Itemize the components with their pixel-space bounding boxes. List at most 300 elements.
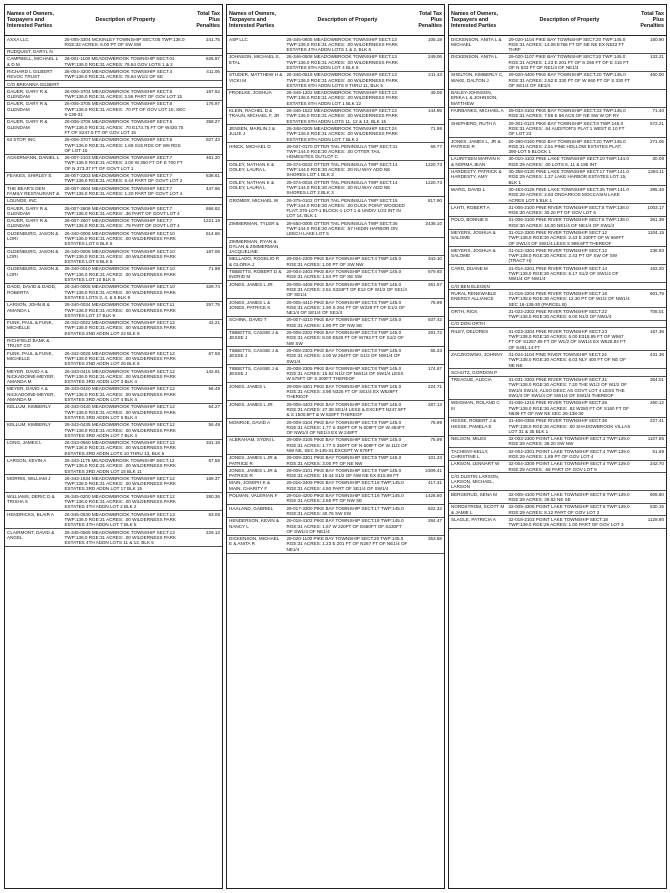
listing-row	[449, 283, 666, 290]
property-description: 26-346-0516 MEADOWBROOK TOWNSHIP SECT.13 TWP:136.0 RGE:31 ACRES: .00 WILDERNESS PARK ESTATES 6TH ADDN LOTS 9 THRU 11, BLK 5	[286, 72, 398, 88]
property-description: 29-008-2305 PIKE BAY TOWNSHIP SECT.8 TWP:145.0 RGE:31 ACRES: 15.62 N1/2 OF NW1/4 OF SW1/4 LESS W 575FT OF S 300FT THEREOF	[286, 365, 404, 382]
total-tax: 1129.90	[647, 516, 664, 522]
total-tax: 56.49	[208, 422, 220, 428]
property-description: 26-342-0022 MEADOWBROOK TOWNSHIP SECT.12 TWP:136.0 RGE:31 ACRES: .00 WILDERNESS PARK ESTATES 2ND ADDN LOT 22 BLK 8	[64, 320, 176, 336]
listing-row	[5, 185, 222, 198]
total-tax: 447.66	[205, 185, 220, 191]
owner-name: CARD, DUANE M	[451, 265, 488, 271]
owner-header: Names of Owners, Taxpayers and Interested Parties	[451, 10, 499, 30]
property-description: 26-342-0026 MEADOWBROOK TOWNSHIP SECT.12 TWP:136.0 RGE:31 ACRES: .00 WILDERNESS PARK ESTATES 2ND ADDN LOT 26 BLK 8	[64, 350, 176, 367]
total-tax: 187.08	[205, 248, 220, 254]
listing-row	[227, 347, 444, 365]
listing-row	[5, 119, 222, 137]
listing-row	[449, 351, 666, 369]
property-description: 26-343-0560 MEADOWBROOK TOWNSHIP SECT.12 TWP:136.0 RGE:31 ACRES: .00 WILDERNESS PARK ESTATES 3RD ADDN LOTS 10 THRU 13, BLK 5	[64, 440, 176, 456]
total-tax: 67.55	[208, 457, 220, 463]
owner-name: FUNK, PAUL & FUNK, MICHELLE	[7, 350, 53, 361]
owner-name: MEYER, DAVID A & NICKADOINE-MEYER, AMANDA M	[7, 368, 55, 385]
listing-row	[227, 179, 444, 197]
owner-name: ACKERMANN, DANIEL L	[7, 155, 60, 161]
listing-row	[227, 493, 444, 506]
property-description: 32-004-3309 POINT LAKE TOWNSHIP SECT.4 TWP:139.0 RGE:29 ACRES: .69 PART OF GOV LOT 9	[508, 461, 630, 472]
owner-name: LARSON, LENNART W	[451, 461, 500, 467]
property-description: 29-374-0034 OTTER TAIL PENINSULA TWP SECT.14 TWP:144.0 RGE:30 ACRES: .00 NU WAY ADD NE SHORES LOT 2 BLK 3	[286, 179, 398, 196]
listing-row	[449, 436, 666, 449]
owner-name: OOLEY, NATHAN K & OOLEY, LAURA L	[229, 161, 275, 173]
owner-name: WARG, DAVID L	[451, 186, 486, 192]
property-description: 26-006-3705 MEADOWBROOK TOWNSHIP SECT.6 TWP:136.0 RGE:31 ACRES: .70 PT OF GOV LOT 15, SEC 6-136-31	[64, 101, 186, 118]
listing-row	[5, 198, 222, 205]
listing-row	[449, 120, 666, 138]
description-header: Description of Property	[539, 16, 600, 23]
total-tax: 1003.17	[647, 204, 664, 210]
total-tax: 238.93	[649, 247, 664, 253]
listing-row	[5, 386, 222, 404]
property-description: 26-346-1202 MEADOWBROOK TOWNSHIP SECT.13 TWP:136.0 RGE:31 ACRES: .00 WILDERNESS PARK ESTATES 6TH ADDN LOT 1 BLK 12	[286, 90, 398, 106]
owner-name: THE BEAR'S DEN FAMILY RESTAURANT &	[7, 185, 60, 196]
total-tax: 176.97	[205, 101, 220, 107]
total-tax: 364.01	[649, 377, 664, 383]
owner-name: DAUER, GARY R & GLENDAM	[7, 205, 48, 216]
listing-row	[449, 138, 666, 156]
owner-name: SHELTON, KIMBERLY C, WAKE, DALTON J	[451, 72, 504, 83]
listing-row	[5, 368, 222, 386]
total-tax: 280.36	[205, 493, 220, 499]
owner-name: STUDER, MATTHEW H & VICKI M	[229, 72, 283, 83]
property-description	[506, 369, 632, 375]
property-description: 26-345-0530 MEADOWBROOK TOWNSHIP SECT.13 TWP:136.0 RGE:31 ACRES: .00 WILDERNESS PARK ESTATES 4TH ADDN LOT 7 BLK 5	[64, 511, 176, 528]
property-description: 29-009-3105 PIKE BAY TOWNSHIP SECT.9 TWP:145.0 RGE:31 ACRES: 1.77 S 350FT OF N 509FT OF W 11/2 OF NW NE, SEC 9-145-31 EXCEPT W 679FT	[286, 437, 408, 453]
tax-header: Total Tax Plus Penalties	[196, 10, 220, 30]
total-tax: 329.74	[205, 284, 220, 290]
listing-row	[449, 90, 666, 108]
total-tax: 271.06	[649, 138, 664, 144]
owner-name: C/O BREANNA GILBERT	[7, 81, 60, 87]
listing-row	[227, 161, 444, 179]
total-tax: 656.62	[205, 205, 220, 211]
listing-row	[5, 88, 222, 101]
total-tax: 417.31	[427, 480, 442, 486]
property-description: 31-014-2201 PINE RIVER TOWNSHIP SECT.14 TWP:138.0 RGE:30 ACRES: 5.17 S1/2 OF SW1/4 OF NW1/4 OF NW1/4	[508, 265, 619, 282]
owner-name: OLDENBURG, JASON & LORI	[7, 230, 59, 241]
owner-name: C/O BEN ELEGEN	[451, 283, 490, 289]
owner-name: HENDRICKS, BLAIR A	[7, 511, 54, 517]
total-tax: 75.99	[430, 437, 442, 443]
owner-name: JONES, JAMES L JR & PATRICE R	[229, 467, 278, 479]
listing-row	[5, 511, 222, 529]
property-description: 26-345-0605 MEADOWBROOK TOWNSHIP SECT.13 TWP:136.0 RGE:31 ACRES: .00 WILDERNESS PARK ESTATES 4TH ADDN LOTS 1 & 2, BLK 6	[286, 36, 398, 53]
total-tax: 579.93	[427, 269, 442, 275]
owner-name: MEYERS, JOSHUA & SALOME	[451, 247, 496, 259]
owner-name: OOLEY, NATHAN K & OOLEY, LAURA L	[229, 179, 275, 190]
listing-row	[449, 217, 666, 230]
listing-row	[449, 418, 666, 436]
total-tax: 197.62	[205, 88, 220, 94]
property-description: 29-009-3301 PIKE BAY TOWNSHIP SECT.9 TWP:145.0 RGE:31 ACRES: 3.00 PT OF NE NW	[286, 455, 402, 466]
listing-row	[5, 81, 222, 88]
listing-row	[227, 330, 444, 348]
owner-name: WILLIAMS, DERIC D & TRISHA S	[7, 493, 55, 505]
listing-row	[5, 457, 222, 475]
property-description: 29-020-4400 PIKE BAY TOWNSHIP SECT.20 TWP:145.0 RGE:31 ACRES: 2.52 E 330 FT OF W 660 FT OF S 330 FT OF SE1/4 OF SE1/4	[508, 72, 631, 88]
total-tax: 395.48	[649, 186, 664, 192]
owner-name: KELLUM, KIMBERLY	[7, 422, 51, 428]
owner-name: MEYERS, JOSHUA & SALOME	[451, 230, 496, 241]
owner-name: GROMER, MICHAEL W	[229, 197, 279, 203]
listing-row	[5, 529, 222, 547]
owner-header: Names of Owners, Taxpayers and Interested Parties	[229, 10, 277, 30]
listing-row	[449, 230, 666, 248]
listing-row	[5, 173, 222, 186]
property-description: 29-020-1100 PIKE BAY TOWNSHIP SECT.20 TWP:145.0 RGE:31 ACRES: 1.23 E 201 FT OF N267 FT OF NE1/4 OF NE1/4	[286, 536, 408, 552]
listing-row	[5, 248, 222, 266]
property-description: 26-343-1534 MEADOWBROOK TOWNSHIP SECT.12 TWP:136.0 RGE:31 ACRES: .00 WILDERNESS PARK ESTATES 3RD ADDN LOT 17 BLK 15	[64, 475, 176, 492]
listing-row	[5, 302, 222, 320]
property-description: 26-004-4200 MEADOWBROOK TOWNSHIP SECT.4 TWP:136.0 RGE:31 ACRES: 78.64 W1/2 OF SE	[64, 68, 173, 80]
total-tax: 30.09	[652, 156, 664, 162]
total-tax: 242.70	[649, 461, 664, 467]
listing-row	[449, 169, 666, 187]
total-tax	[632, 369, 666, 375]
listing-row	[227, 54, 444, 72]
total-tax: 2309.41	[425, 467, 442, 473]
column-header	[5, 5, 222, 36]
owner-name: ZIMMERMAN, RYAN & DYLAN & ZIMMERMAN, JACQUELINE	[229, 238, 280, 255]
owner-name: RURAL RENEWABLE ENERGY ALLIANCE	[451, 290, 497, 302]
total-tax: 1104.15	[647, 230, 664, 235]
property-description: 26-343-0420 MEADOWBROOK TOWNSHIP SECT.12 TWP:136.0 RGE:31 ACRES: .00 WILDERNESS PARK ESTATES 3RD ADDN LOT 4 BLK 4	[64, 386, 176, 403]
owner-name: OLDENBURG, JASON & LORI	[7, 248, 59, 259]
column-header	[227, 5, 444, 36]
listing-row	[5, 205, 222, 218]
listing-row	[5, 404, 222, 422]
owner-name: JENSEN, MARLIN J & JULIE J	[229, 125, 275, 137]
listing-row	[227, 90, 444, 108]
listing-row	[227, 317, 444, 330]
property-description: 26-006-3707 MEADOWBROOK TOWNSHIP SECT.6 TWP:136.0 RGE:31 ACRES: 1.69 S15 RDS OF W8 RDS OF LOT 15	[64, 137, 181, 153]
property-description: 29-018-4102 PIKE BAY TOWNSHIP SECT.18 TWP:145.0 RGE:31 ACRES: 1.67 W 220FT OF E660FT OF S330FT OF SW1/4 OF NE1/4	[286, 518, 404, 534]
total-tax: 55.33	[430, 347, 442, 353]
owner-name: MAIN, JOSEPH K & MAIN, CHARITY F	[229, 480, 271, 491]
total-tax: 227.41	[649, 418, 664, 424]
listing-row	[5, 422, 222, 440]
listing-row	[449, 400, 666, 418]
total-tax: 54.27	[208, 404, 220, 410]
owner-name: POLO, BONNIE E	[451, 217, 489, 223]
property-description: 31-024-1104 PINE RIVER TOWNSHIP SECT.24 TWP:138.0 RGE:30 ACRES: 6.03 NLY 400 FT OF NE OF NE NE	[508, 351, 626, 368]
property-description: 31-406-0355 PINE RIVER TOWNSHIP SECT.36 TWP:138.0 RGE:30 ACRES: .00 SHADOWBROOK VILLAS LOT 31 & 35 BLK 1	[508, 418, 631, 434]
listing-row	[227, 455, 444, 468]
total-tax: 817.90	[427, 197, 442, 203]
property-description: 29-008-4301 PIKE BAY TOWNSHIP SECT.8 TWP:145.0 RGE:31 ACRES: 3.98 N325 FT OF SE1/4 EX W528FT THEREOF	[286, 383, 402, 400]
property-description: 26-006-3706 MEADOWBROOK TOWNSHIP SECT.6 TWP:136.0 RGE:31 ACRES: .70 E173.75 FT OF W430.75 FT OF S247.5 FT OF GOV LOT 15	[64, 119, 184, 135]
owner-name: LAURITSEN MARVIN K & NORMA JEAN	[451, 156, 501, 167]
property-description: 26-340-0005 MEADOWBROOK TOWNSHIP SECT.10 TWP:136.0 RGE:31 ACRES: .00 WILDERNESS PARK ESTATES LOTS 3, 4, & 5 BLK 9	[64, 284, 176, 300]
listing-row	[449, 491, 666, 504]
property-description	[284, 238, 410, 255]
total-tax: 133.21	[649, 54, 664, 60]
owner-name: TIBBETTS, CASSIE J & JESSE J	[229, 347, 279, 359]
total-tax: 67.55	[208, 350, 220, 356]
property-description: 26-343-1175 MEADOWBROOK TOWNSHIP SECT.12 TWP:136.0 RGE:31 ACRES: .00 WILDERNESS PARK ESTATES 3RD ADDN LOT 15 BLK 11	[64, 457, 176, 474]
total-tax: 224.71	[427, 383, 442, 389]
property-description: 29-033-3102 PIKE BAY TOWNSHIP SECT.33 TWP:145.0 RGE:31 ACRES: 7.88 E 66 ACS OF NE SW W OF RY	[508, 108, 626, 119]
total-tax: 937.42	[427, 317, 442, 323]
total-tax: 51.69	[652, 448, 664, 454]
property-description: 29-016-3409 PIKE BAY TOWNSHIP SECT.16 TWP:145.0 RGE:31 ACRES: 4.50 PART OF SE1/4 OF SW1/4	[286, 480, 404, 491]
listing-column-2	[226, 4, 445, 889]
listing-row	[5, 440, 222, 458]
listing-row	[5, 230, 222, 248]
total-tax: 431.38	[649, 351, 664, 357]
property-description: 26-007-2604 MEADOWBROOK TOWNSHIP SECT.7 TWP:136.0 RGE:31 ACRES: 1.20 PART OF GOVT LOT 4	[64, 185, 183, 196]
total-tax: 101.23	[427, 455, 442, 461]
total-tax	[188, 49, 222, 55]
owner-name: TIBBETTS, CASSIE J & JESSE J	[229, 365, 279, 377]
owner-name: LARSON, KEVIN A	[7, 457, 47, 463]
owner-name: JONES, JAMES L JR	[229, 281, 273, 287]
property-description: 31-022-2302 PINE RIVER TOWNSHIP SECT.22 TWP:138.0 RGE:30 ACRES: 6.00 N1/2 OF NW1/4	[508, 308, 612, 320]
owner-name: 64 STOP, INC	[7, 137, 36, 143]
property-description: 29-005-4410 PIKE BAY TOWNSHIP SECT.5 TWP:145.0 RGE:31 ACRES: 1.90 S 264 FT OF W228 FT OF E1/2 OF NE1/4 OF SE1/4 OF SE1/4	[286, 299, 406, 316]
owner-name: HAALAND, GABRIEL	[229, 505, 274, 511]
owner-name: JONES, JAMES L JR & PATRICE R	[229, 455, 278, 466]
owner-name: MONROE, DAVID A	[229, 419, 271, 425]
listing-row	[227, 437, 444, 455]
total-tax: 69.77	[430, 143, 442, 149]
owner-name: TACHENY-KELLY, CHRISTINE L	[451, 448, 489, 459]
total-tax: 1107.85	[647, 436, 664, 442]
listing-row	[5, 493, 222, 511]
total-tax: 49.06	[430, 90, 442, 96]
listing-row	[227, 269, 444, 282]
property-description: 26-343-0415 MEADOWBROOK TOWNSHIP SECT.12 TWP:136.0 RGE:31 ACRES: .00 WILDERNESS PARK ESTATES 3RD ADDN LOT 3 BLK 4	[64, 368, 176, 385]
owner-name: OLDENBURG, JASON & LORI	[7, 266, 59, 277]
total-tax: 2438.10	[425, 220, 442, 226]
property-description	[506, 283, 632, 289]
property-description: 26-343-0435 MEADOWBROOK TOWNSHIP SECT.12 TWP:136.0 RGE:31 ACRES: .00 WILDERNESS PARK ESTATES 3RD ADDN LOT 7 BLK 4	[64, 422, 176, 438]
property-description: 31-023-3304 PINE RIVER TOWNSHIP SECT.23 TWP:138.0 RGE:30 ACRES: 5.00 E315.95 FT OF W567 FT OF S1257.89 FT OF W1/2 OF SW1/4 EX W628.84 FT OF S491.14 FT	[508, 328, 626, 350]
property-description: 29-390-0150 PIKE BAY TOWNSHIP SECT.20 TWP:145.0 RGE:31 ACRES: 2.51 PINE HOLLOW ESTATES PLAT: 390-LOT 5 BLOCK 1	[508, 138, 626, 155]
property-description: 26-348-0205 MEADOWBROOK TOWNSHIP SECT.24 TWP:136.0 RGE:31 ACRES: .00 WILDERNESS PARK ESTATES 8TH ADDN LOT 7 BLK 2	[286, 125, 398, 142]
total-tax	[188, 338, 222, 350]
listing-row	[227, 281, 444, 299]
listing-row	[449, 36, 666, 54]
total-tax	[632, 473, 666, 490]
listing-row	[449, 290, 666, 308]
owner-name: TIBBETTS, ROBERT D & INGRID M	[229, 269, 282, 280]
total-tax	[188, 198, 222, 204]
listing-row	[449, 265, 666, 283]
total-tax: 358.27	[205, 119, 220, 125]
owner-name: ORTH, RICK	[451, 308, 478, 314]
listing-column-3	[448, 4, 667, 889]
property-description: 29-008-2303 PIKE BAY TOWNSHIP SECT.8 TWP:145.0 RGE:31 ACRES: 4.00 W 264FT OF S1/2 OF NW1/4 OF SW1/4	[286, 347, 402, 364]
owner-name: JONES, JAMES L, JR & PATRICE R	[451, 138, 501, 149]
property-description: 29-550-0005 OTTER TAIL PENINSULA TWP SECT.36 TWP:144.0 RGE:30 ACRES: .57 HEDIN HARBOR ON LEECH LAKE LOT 5	[286, 220, 398, 237]
owner-name: DAUER, GARY R & GLENDAM	[7, 101, 48, 112]
total-tax: 144.95	[427, 108, 442, 114]
owner-name: MEYER, DAVID A & NICKADOINE-MEYER, AMANDA M	[7, 386, 55, 403]
total-tax: 530.15	[649, 504, 664, 510]
listing-row	[227, 197, 444, 220]
listing-row	[449, 369, 666, 376]
total-tax: 927.43	[205, 137, 220, 143]
owner-name: FUNK, PAUL & FUNK, MICHELLE	[7, 320, 53, 331]
owner-name: RICHARD L GILBERT REVOC TRUST	[7, 68, 53, 80]
total-tax: 75.99	[430, 419, 442, 425]
total-tax: 1426.50	[425, 493, 442, 499]
listing-row	[449, 72, 666, 90]
owner-name: NELSON, MILES	[451, 436, 487, 442]
total-tax: 174.67	[427, 365, 442, 371]
listing-row	[449, 461, 666, 474]
owner-name: HENDERSON, KEVIN & NANCY L	[229, 518, 280, 529]
property-description: 32-004-2301 POINT LAKE TOWNSHIP SECT.4 TWP:139.0 RGE:29 ACRES: 1.89 PT OF GOV LOT 4	[508, 448, 630, 459]
owner-name: KLEIN, RACHEL D & TRAUN, MICHAEL F, JR	[229, 108, 280, 119]
total-tax: 343.10	[427, 256, 442, 262]
property-description: 29-008-2302 PIKE BAY TOWNSHIP SECT.8 TWP:145.0 RGE:31 ACRES: 8.00 E528 FT OF W792 FT OF S1/2 OF NW SW	[286, 330, 404, 346]
property-description: 31-012-3301 PINE RIVER TOWNSHIP SECT.12 TWP:138.0 RGE:30 ACRES: 2.43 PT OF SW OF SW (TRACT H)	[508, 247, 618, 264]
listing-row	[449, 54, 666, 72]
total-tax	[188, 81, 222, 87]
total-tax: 297.75	[205, 302, 220, 308]
property-description: 26-345-0200 MEADOWBROOK TOWNSHIP SECT.12 TWP:136.0 RGE:31 ACRES: .00 WILDERNESS PARK ESTATES 4TH ADDN LOT 2 BLK 2	[64, 493, 176, 510]
listing-row	[227, 299, 444, 317]
total-tax: 1220.73	[425, 179, 442, 185]
property-description: 30-358-0130 PINE LAKE TOWNSHIP SECT.17 TWP:141.0 RGE:29 ACRES: 1.37 LAKE HARBOR ESTATES LOT 15, BLK 1	[508, 169, 629, 185]
owner-name: JONES, JAMES L JR	[229, 401, 273, 407]
property-description: 26-345-0565 MEADOWBROOK TOWNSHIP SECT.13 TWP:136.0 RGE:31 ACRES: .00 WILDERNESS PARK ESTATES 4TH ADDN LOTS 11 & 12, BLK 5	[64, 529, 176, 546]
total-tax: 1221.19	[203, 218, 220, 224]
owner-name: ALBRAHAM, SYDNI L	[229, 437, 275, 443]
owner-name: MELLADO, ROGELIO R & GLORIA J	[229, 256, 280, 267]
property-description: 26-343-0430 MEADOWBROOK TOWNSHIP SECT.12 TWP:136.0 RGE:31 ACRES: .00 WILDERNESS PARK ESTATES 3RD ADDN LOT 6 BLK 4	[64, 404, 176, 420]
property-description: 30-010-4102 PINE LAKE TOWNSHIP SECT.10 TWP:144.0 RGE:29 ACRES: .00 LOTS 6, 11 & 195 INT	[508, 156, 629, 167]
tax-header: Total Tax Plus Penalties	[418, 10, 442, 30]
listing-row	[449, 516, 666, 529]
listing-row	[449, 504, 666, 517]
property-description: 29-004-2309 PIKE BAY TOWNSHIP SECT.4 TWP:145.0 RGE:31 ACRES: 1.00 PT OF SW NW	[286, 256, 402, 267]
property-description: 26-340-0006 MEADOWBROOK TOWNSHIP SECT.10 TWP:136.0 RGE:31 ACRES: .00 WILDERNESS PARK ESTATES LOT 6 BLK 5	[64, 230, 176, 247]
owner-name: C/O DON ORTH	[451, 321, 485, 327]
property-description: 31-016-2204 PINE RIVER TOWNSHIP SECT.16 TWP:138.0 RGE:30 ACRES: 12.30 PT OF W1/2 OF NW1/4 SEC 16-138-30 (PARCEL B)	[508, 290, 630, 307]
property-description: 29-005-4408 PIKE BAY TOWNSHIP SECT.5 TWP:145.0 RGE:31 ACRES: 2.51 S334FT OF E12 OF W1/2 OF SE1/4 OF SE1/4	[286, 281, 407, 298]
property-description: 26-007-2203 MEADOWBROOK TOWNSHIP SECT.7 TWP:136.0 RGE:31 ACRES: 5.44 PART OF GOVT LOT 2	[64, 173, 183, 184]
listing-row	[5, 218, 222, 231]
owner-name: C/O DUSTIN LARSON, LARSON, MICHAEL, LARSON	[451, 473, 499, 490]
listing-row	[449, 308, 666, 321]
owner-name: WEIGMAN, ROLAND C III	[451, 400, 500, 411]
total-tax: 331.19	[205, 440, 220, 446]
listing-row	[5, 266, 222, 284]
property-description	[506, 90, 632, 107]
property-description: 32-003-2300 POINT LAKE TOWNSHIP SECT.3 TWP:139.0 RGE:29 ACRES: 39.20 SW NW	[508, 436, 630, 447]
owner-name: DAUER, GARY R & GLENDAM	[7, 218, 48, 229]
property-description: 32-018-2103 POINT LAKE TOWNSHIP SECT.18 TWP:139.0 RGE:29 ACRES: 1.00 PART OF GOV LOT 3	[508, 516, 624, 528]
listing-row	[227, 467, 444, 480]
owner-name: DICKENSON, ANITA L	[451, 54, 498, 60]
property-description	[62, 338, 188, 350]
owner-name: DAUER, GARY R & GLENDAM	[7, 119, 48, 130]
property-description: 26-346-1522 MEADOWBROOK TOWNSHIP SECT.13 TWP:136.0 RGE:31 ACRES: .00 WILDERNESS PARK ESTATES 6TH ADDN LOTS 11, 12 & 13, BLK 15	[286, 108, 398, 124]
listing-row	[227, 256, 444, 269]
owner-name: ZACZKOWSKI, JOHNNY	[451, 351, 503, 357]
property-description: 25-005-3304 MCKINLEY TOWNSHIP SECT.05 TWP:136.0 RGE:32 ACRES: 6.00 PT OF SW SW	[64, 36, 185, 47]
owner-name: HARDESTY, PATRICK & HARDESTY, AMY	[451, 169, 502, 180]
listing-row	[5, 56, 222, 69]
owner-name: AXXA LLC	[7, 36, 29, 42]
owner-name: SLAGLE, PATRICIA A	[451, 516, 496, 522]
total-tax: 514.66	[205, 230, 220, 236]
listing-row	[5, 49, 222, 56]
total-tax: 229.13	[205, 529, 220, 535]
listing-row	[449, 186, 666, 204]
total-tax: 43.21	[208, 320, 220, 326]
column-header	[449, 5, 666, 36]
total-tax: 249.06	[427, 54, 442, 60]
total-tax: 56.49	[208, 386, 220, 392]
owner-name: DICKENSON, MICHAEL E & ANITA R	[229, 536, 280, 547]
owner-name: JONES, JAMES L	[229, 383, 267, 389]
property-description	[62, 81, 188, 87]
listing-row	[227, 72, 444, 90]
description-header: Description of Property	[95, 16, 156, 23]
property-description: 29-020-1107 PIKE BAY TOWNSHIP SECT.20 TWP:145.0 RGE:31 ACRES: 1.23 E 201 FT OF S 266 FT OF E 416 FT OF N 533 FT OF NE1/4 OF NE1/4	[508, 54, 629, 70]
listing-row	[5, 475, 222, 493]
property-description: 26-340-0010 MEADOWBROOK TOWNSHIP SECT.10 TWP:136.0 RGE:31 ACRES: .00 WILDERNESS PARK ESTATES LOT 10 BLK 5	[64, 266, 176, 283]
total-tax: 626.97	[205, 56, 220, 62]
owner-name: FROELKE, JOSHUA	[229, 90, 272, 96]
property-description: 30-453-0125 PINE LAKE TOWNSHIP SECT.35 TWP:141.0 RGE:29 ACRES: 2.93 ONDARKOS MOCCASIN LAKE ACRES LOT 5 BLK 1	[508, 186, 629, 203]
total-tax: 167.38	[649, 328, 664, 334]
total-tax: 353.68	[427, 536, 442, 542]
property-description: 29-007-4310 PIKE BAY TOWNSHIP SECT.7 TWP:145.0 RGE:31 ACRES: 1.90 PT OF NW SE	[286, 317, 402, 328]
owner-name: LOUNGE, INC	[7, 198, 37, 204]
property-description: 31-036-1215 PINE RIVER TOWNSHIP SECT.36 TWP:138.0 RGE:30 ACRES: .92 W250 FT OF S160 FT OF N636 FT OF NW NE SEC 36-138-30	[508, 400, 630, 416]
owner-name: JONES, JAMES L & JONES, PATRICE K	[229, 299, 271, 310]
property-description: 26-346-0508 MEADOWBROOK TOWNSHIP SECT.13 TWP:136.0 RGE:31 ACRES: .00 WILDERNESS PARK ESTATES 6TH ADDN LOT 4 BLK 5	[286, 54, 398, 70]
property-description: 31-012-3300 PINE RIVER TOWNSHIP SECT.12 TWP:138.0 RGE:30 ACRES: 2.43 E 330FT OF W 660FT OF SW1/4 OF SW1/4 LESS S 989.6FT THEREOF	[508, 230, 624, 246]
owner-name: POLMAN, VALERIAN F	[229, 493, 278, 499]
property-description: 26-007-2103 MEADOWBROOK TOWNSHIP SECT.7 TWP:136.0 RGE:31 ACRES: 3.00 W 350 FT OF E 700 FT OF N 373.37 FT OF GOVT LOT 1	[64, 155, 183, 171]
total-tax	[632, 321, 666, 327]
property-description: 26-006-3704 MEADOWBROOK TOWNSHIP SECT.6 TWP:136.0 RGE:31 ACRES: 2.56 PART OF GOV LOT 15	[64, 88, 183, 100]
property-description: 29-020-1104 PIKE BAY TOWNSHIP SECT.20 TWP:145.0 RGE:31 ACRES: 14.08 E766 FT OF NE NE EX N533 FT THRF	[508, 36, 626, 53]
listing-row	[227, 505, 444, 518]
owner-name: TREAGUE, ALECIA	[451, 377, 492, 383]
listing-column-1	[4, 4, 223, 889]
total-tax	[632, 90, 666, 107]
owner-name: BAILEY-JOHNSON, ERIKA L & JOHNSON, MATTHEW	[451, 90, 498, 106]
owner-name: LAHTI, ROBERT A	[451, 204, 490, 210]
property-description	[506, 321, 632, 327]
listing-row	[5, 284, 222, 302]
owner-name: BERGERUD, SENA M	[451, 491, 497, 497]
listing-row	[449, 204, 666, 217]
property-description: 26-340-0008 MEADOWBROOK TOWNSHIP SECT.10 TWP:136.0 RGE:31 ACRES: .00 WILDERNESS PARK ESTATES LOT 8 BLK 5	[64, 248, 176, 265]
total-tax: 461.20	[205, 155, 220, 161]
listing-row	[5, 101, 222, 119]
tax-header: Total Tax Plus Penalties	[640, 10, 664, 30]
property-description: 26-007-2607 MEADOWBROOK TOWNSHIP SECT.7 TWP:136.0 RGE:31 ACRES: .75 PART OF GOVT LOT 4	[64, 218, 180, 229]
owner-name: DICKENSON, ANITA L & MICHAEL	[451, 36, 502, 47]
total-tax: 71.40	[652, 108, 664, 114]
total-tax: 1394.11	[647, 169, 664, 175]
owner-name: SCHUTZ, GORDON P	[451, 369, 498, 375]
owner-header: Names of Owners, Taxpayers and Interested Parties	[7, 10, 55, 30]
owner-name: HINCK, MICHAEL D	[229, 143, 271, 149]
